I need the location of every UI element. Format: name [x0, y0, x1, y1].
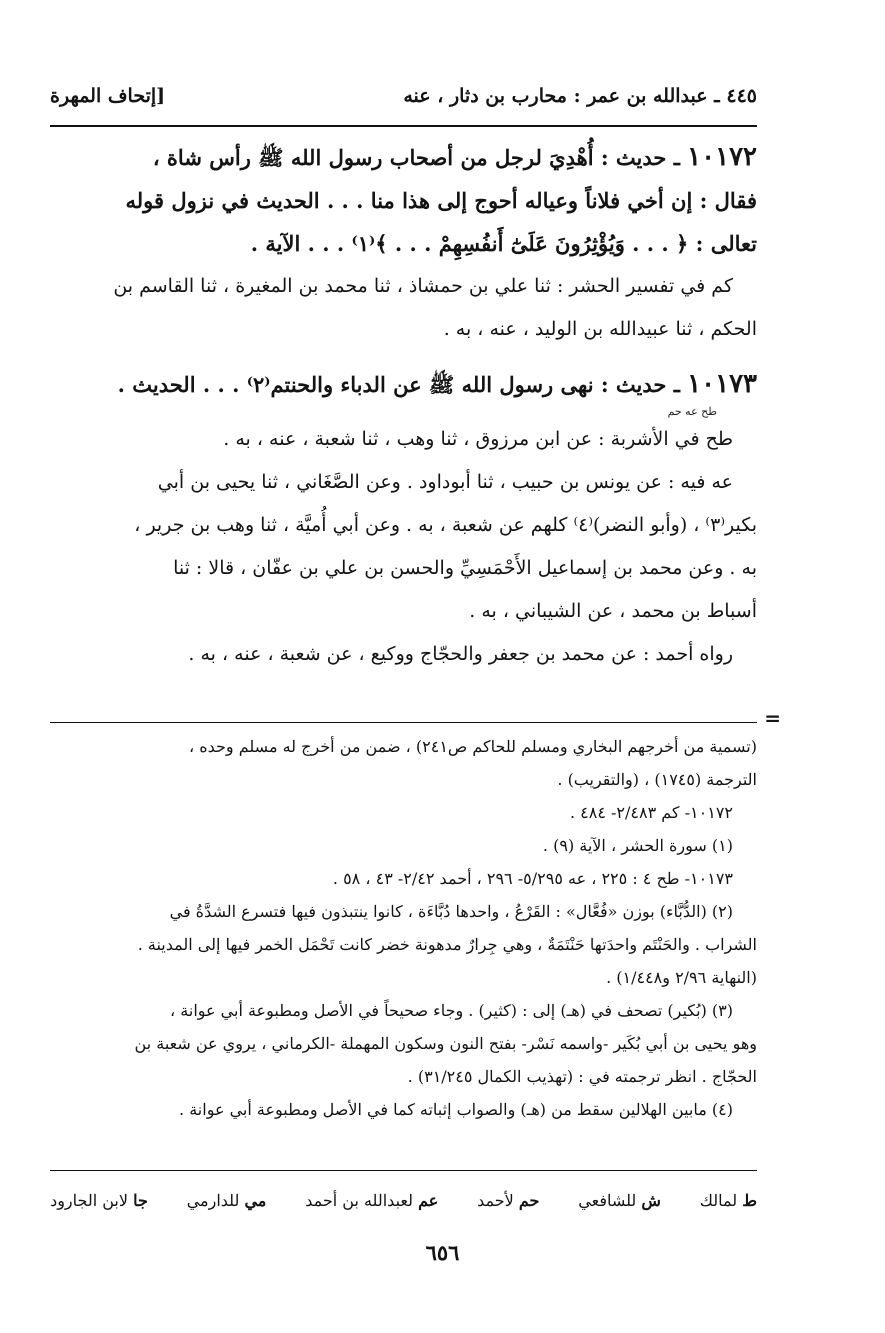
source-tag: طح عه حم: [667, 405, 717, 418]
hadith-10172-line-2: فقال : إن أخي فلاناً وعياله أحوج إلى هذا منا . . . الحديث في نزول قوله: [125, 188, 757, 213]
footnote-line: الترجمة (١٧٤٥) ، (والتقريب) .: [557, 770, 757, 789]
page-number: ٦٥٦: [425, 1240, 460, 1265]
footnote-line: الشراب . والحَنْتَم واحدَتها حَنْتَمَةٌ ، وهي جِرارٌ مدهونة خضر كانت تَحْمَل الخمر فيها إلى المدينة .: [137, 935, 757, 954]
hadith-text: حديث : أُهْدِيَ لرجل من أصحاب رسول الله ﷺ رأس شاة ،: [152, 145, 667, 170]
hadith-10172-source-2: الحكم ، ثنا عبيدالله بن الوليد ، عنه ، به .: [443, 318, 757, 340]
hadith-text: حديث : نهى رسول الله ﷺ عن الدباء والحنتم⁽٢⁾ . . . الحديث .: [117, 372, 667, 397]
abbr-item: حم لأحمد: [477, 1190, 540, 1210]
hadith-10173-source-2: عه فيه : عن يونس بن حبيب ، ثنا أبوداود . وعن الصَّغَاني ، ثنا يحيى بن أبي: [157, 471, 733, 493]
hadith-number: ١٠١٧٢: [687, 142, 757, 172]
abbr-item: ش للشافعي: [578, 1190, 661, 1210]
footnote-line: (النهاية ٢/٩٦ و١/٤٤٨) .: [606, 968, 757, 987]
footnote-rule: [50, 722, 757, 723]
abbr-item: مي للدارمي: [186, 1190, 267, 1210]
footnote-line: (١) سورة الحشر ، الآية (٩) .: [542, 836, 733, 855]
header-title: ٤٤٥ ـ عبدالله بن عمر : محارب بن دثار ، عنه: [403, 85, 757, 107]
footnote-line: ١٠١٧٢- كم ٢/٤٨٣- ٤٨٤ .: [569, 803, 733, 822]
abbr-item: عم لعبدالله بن أحمد: [305, 1190, 439, 1210]
hadith-10172-line-3: تعالى : ﴿ . . . وَيُؤْثِرُونَ عَلَىٰٓ أَنفُسِهِمْ . . . ﴾⁽١⁾ . . . الآية .: [250, 231, 757, 256]
main-text: [50, 136, 757, 676]
abbreviation-key: [50, 1180, 757, 1220]
running-header: [50, 78, 757, 114]
footnote-line: وهو يحيى بن أبي بُكَير -واسمه نَسْر- بفتح النون وسكون المهملة -الكرماني ، يروي عن شعبة بن: [134, 1034, 757, 1053]
header-rule: [50, 125, 757, 127]
hadith-10173-source-4: به . وعن محمد بن إسماعيل الأَحْمَسِيِّ والحسن بن علي بن عفّان ، قالا : ثنا: [173, 557, 757, 579]
footnote-line: ١٠١٧٣- طح ٤ : ٢٢٥ ، عه ٥/٢٩٥- ٢٩٦ ، أحمد ٢/٤٢- ٤٣ ، ٥٨ .: [332, 869, 733, 888]
hadith-10172-source-1: كم في تفسير الحشر : ثنا علي بن حمشاذ ، ثنا محمد بن المغيرة ، ثنا القاسم بن: [113, 275, 733, 297]
hadith-10173-source-5: أسباط بن محمد ، عن الشيباني ، به .: [469, 600, 757, 622]
footnote-line: (٢) (الدُّبَّاء) بوزن «فُعَّال» : القَرْعُ ، واحدها دُبَّاءَة ، كانوا ينتبذون فيها فتسرع الشدَّةُ في: [169, 902, 733, 921]
hadith-10172-line-1: ١٠١٧٢ ـ حديث : أُهْدِيَ لرجل من أصحاب رسول الله ﷺ رأس شاة ،: [152, 142, 757, 172]
header-book-title: [إتحاف المهرة: [50, 85, 166, 107]
hadith-10173-source-1: طح في الأشربة : عن ابن مرزوق ، ثنا وهب ، ثنا شعبة ، عنه ، به .: [223, 428, 733, 450]
footnote-line: (٣) (بُكير) تصحف في (هـ) إلى : (كثير) . وجاء صحيحاً في الأصل ومطبوعة أبي عوانة ،: [170, 1001, 733, 1020]
footnotes: [50, 730, 757, 1126]
abbr-item: جا لابن الجارود: [50, 1190, 148, 1210]
continuation-mark: =: [764, 706, 781, 730]
hadith-10173-source-3: بكير⁽٣⁾ ، (وأبو النضر)⁽٤⁾ كلهم عن شعبة ، به . وعن أبي أُميَّة ، ثنا وهب بن جرير ،: [134, 514, 757, 536]
hadith-number: ١٠١٧٣: [687, 369, 757, 399]
hadith-10173-source-6: رواه أحمد : عن محمد بن جعفر والحجّاج ووكيع ، عن شعبة ، عنه ، به .: [188, 643, 733, 665]
footnote-line: (تسمية من أخرجهم البخاري ومسلم للحاكم ص٢٤١) ، ضمن من أخرج له مسلم وحده ،: [188, 737, 757, 756]
footnote-line: (٤) مابين الهلالين سقط من (هـ) والصواب إثباته كما في الأصل ومطبوعة أبي عوانة .: [179, 1100, 733, 1119]
hadith-10173-line-1: ١٠١٧٣ ـ حديث : نهى رسول الله ﷺ عن الدباء والحنتم⁽٢⁾ . . . الحديث .: [117, 369, 757, 399]
abbreviation-rule: [50, 1170, 757, 1171]
abbr-item: ط لمالك: [699, 1190, 757, 1210]
footnote-line: الحجّاج . انظر ترجمته في : (تهذيب الكمال ٣١/٢٤٥) .: [407, 1067, 757, 1086]
